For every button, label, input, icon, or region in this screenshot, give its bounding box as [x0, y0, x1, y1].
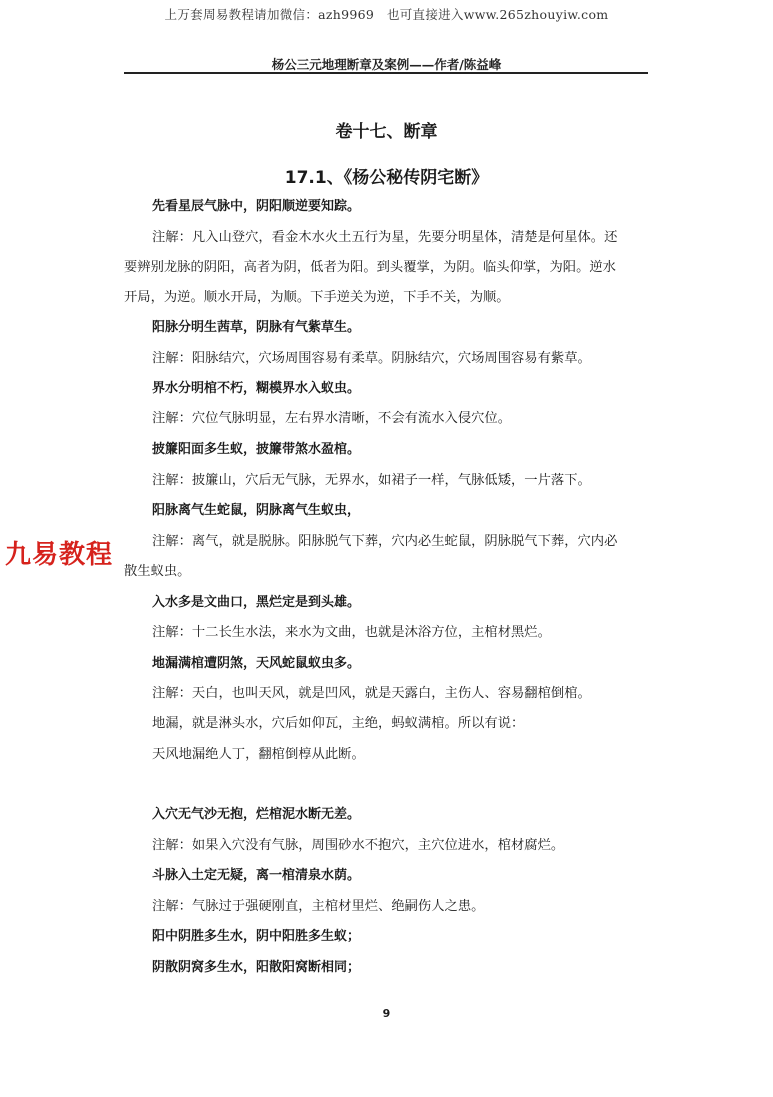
text-line-26: 阴散阴窝多生水，阳散阳窝断相同；	[152, 960, 361, 975]
text-line-19: 天风地漏绝人丁，翻棺倒椁从此断。	[152, 747, 365, 762]
text-line-1: 先看星辰气脉中，阴阳顺逆要知踪。	[152, 199, 361, 214]
running-header: 杨公三元地理断章及案例——作者/陈益峰	[271, 57, 502, 72]
text-line-12: 注解：离气，就是脱脉。阳脉脱气下葬，穴内必生蛇鼠，阴脉脱气下葬，穴内必	[152, 534, 618, 549]
text-line-23: 斗脉入土定无疑，离一棺清泉水荫。	[152, 868, 361, 883]
volume-title: 卷十七、断章	[335, 122, 438, 142]
text-line-9: 披簾阳面多生蚁，披簾带煞水盈棺。	[152, 442, 361, 457]
text-line-11: 阳脉离气生蛇鼠，阴脉离气生蚁虫，	[152, 503, 361, 518]
text-line-24: 注解：气脉过于强硬刚直，主棺材里烂、绝嗣伤人之患。	[152, 899, 485, 914]
text-line-4: 开局，为逆。顺水开局，为顺。下手逆关为逆，下手不关，为顺。	[124, 290, 510, 305]
text-line-14: 入水多是文曲口，黑烂定是到头雄。	[152, 595, 361, 610]
brand-stamp: 九易教程	[5, 540, 114, 570]
text-line-18: 地漏，就是淋头水，穴后如仰瓦，主绝，蚂蚁满棺。所以有说：	[152, 716, 525, 731]
page-number: 9	[382, 1007, 391, 1020]
text-line-10: 注解：披簾山，穴后无气脉，无界水，如裙子一样，气脉低矮，一片落下。	[152, 473, 591, 488]
text-line-21: 入穴无气沙无抱，烂棺泥水断无差。	[152, 807, 361, 822]
text-line-7: 界水分明棺不朽，糊模界水入蚁虫。	[152, 381, 361, 396]
section-title: 17.1、《杨公秘传阴宅断》	[284, 168, 489, 188]
text-line-17: 注解：天白，也叫天风，就是凹风，就是天露白，主伤人、容易翻棺倒棺。	[152, 686, 591, 701]
text-line-8: 注解：穴位气脉明显，左右界水清晰，不会有流水入侵穴位。	[152, 411, 512, 426]
text-line-5: 阳脉分明生茜草，阴脉有气紫草生。	[152, 320, 361, 335]
text-line-25: 阳中阴胜多生水，阴中阳胜多生蚁；	[152, 929, 361, 944]
text-line-16: 地漏满棺遭阴煞，天风蛇鼠蚁虫多。	[152, 656, 361, 671]
text-line-22: 注解：如果入穴没有气脉，周围砂水不抱穴，主穴位进水，棺材腐烂。	[152, 838, 565, 853]
header-rule	[124, 72, 648, 74]
text-line-13: 散生蚁虫。	[124, 564, 191, 579]
text-line-6: 注解：阳脉结穴，穴场周围容易有柔草。阴脉结穴，穴场周围容易有紫草。	[152, 351, 591, 366]
top-watermark-text: 上万套周易教程请加微信：azh9969 也可直接进入www.265zhouyiw.com	[164, 7, 609, 22]
text-line-2: 注解：凡入山登穴，看金木水火土五行为星，先要分明星体，清楚是何星体。还	[152, 230, 618, 245]
text-line-15: 注解：十二长生水法，来水为文曲，也就是沐浴方位，主棺材黑烂。	[152, 625, 551, 640]
text-line-3: 要辨别龙脉的阴阳，高者为阴，低者为阳。到头覆掌，为阴。临头仰掌，为阳。逆水	[124, 260, 616, 275]
